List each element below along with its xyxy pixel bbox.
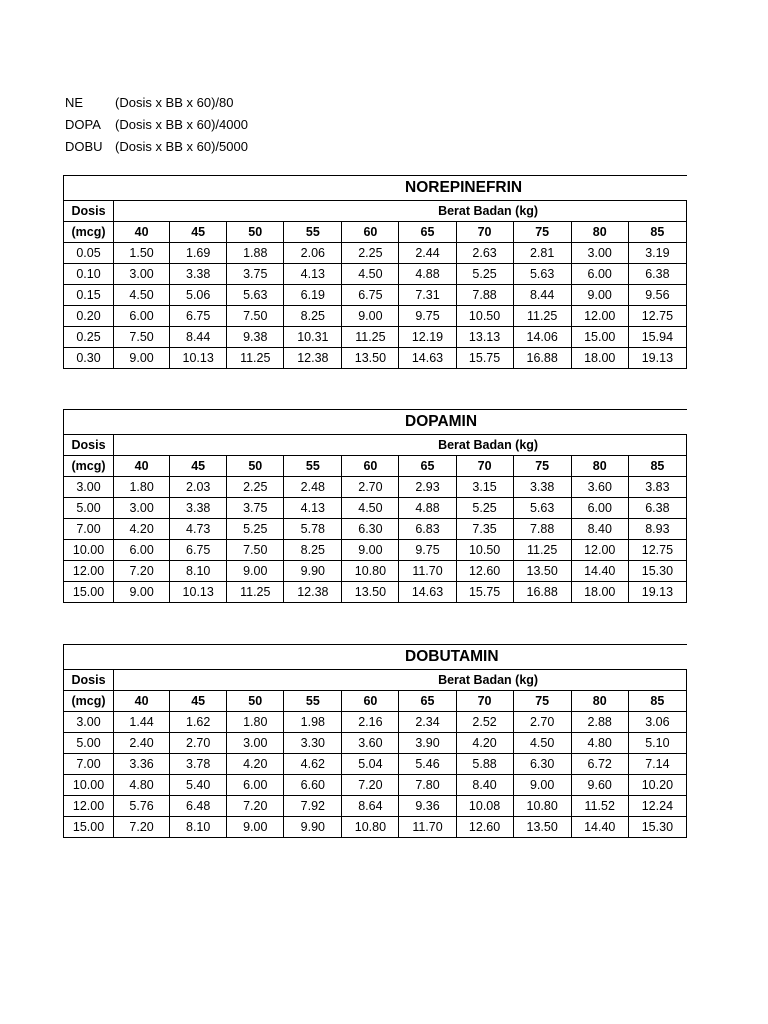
weight-header-cell: 80	[571, 456, 628, 477]
value-cell: 14.63	[399, 348, 456, 369]
weight-header-cell: 80	[571, 222, 628, 243]
value-cell: 3.38	[170, 498, 227, 519]
value-cell: 1.88	[227, 243, 284, 264]
table-row	[64, 327, 687, 348]
value-cell: 11.25	[513, 540, 571, 561]
value-cell: 2.16	[342, 712, 399, 733]
value-cell: 12.00	[571, 540, 628, 561]
table-row	[64, 306, 687, 327]
value-cell: 1.80	[114, 477, 170, 498]
table-row	[64, 477, 687, 498]
value-cell: 19.13	[628, 582, 686, 603]
value-cell: 9.90	[284, 817, 342, 838]
value-cell: 6.00	[571, 498, 628, 519]
value-cell: 1.80	[227, 712, 284, 733]
table-row	[64, 348, 687, 369]
value-cell: 6.83	[399, 519, 456, 540]
value-cell: 5.88	[456, 754, 513, 775]
value-cell: 7.80	[399, 775, 456, 796]
value-cell: 10.08	[456, 796, 513, 817]
formula-expression: (Dosis x BB x 60)/80	[115, 95, 234, 110]
value-cell: 1.50	[114, 243, 170, 264]
value-cell: 9.00	[342, 306, 399, 327]
table-row	[64, 243, 687, 264]
weight-header-cell: 60	[342, 456, 399, 477]
value-cell: 10.50	[456, 306, 513, 327]
value-cell: 14.40	[571, 561, 628, 582]
dose-cell: 10.00	[64, 775, 114, 796]
weight-label: Berat Badan (kg)	[114, 670, 687, 691]
value-cell: 2.63	[456, 243, 513, 264]
value-cell: 4.80	[114, 775, 170, 796]
table-title-row	[64, 645, 687, 670]
value-cell: 18.00	[571, 582, 628, 603]
dosis-label: Dosis	[64, 435, 114, 456]
value-cell: 5.46	[399, 754, 456, 775]
value-cell: 11.25	[227, 348, 284, 369]
weight-label: Berat Badan (kg)	[114, 435, 687, 456]
value-cell: 12.24	[628, 796, 686, 817]
value-cell: 9.75	[399, 306, 456, 327]
value-cell: 9.36	[399, 796, 456, 817]
value-cell: 7.35	[456, 519, 513, 540]
value-cell: 6.60	[284, 775, 342, 796]
value-cell: 18.00	[571, 348, 628, 369]
value-cell: 9.00	[571, 285, 628, 306]
value-cell: 2.81	[513, 243, 571, 264]
dose-cell: 0.30	[64, 348, 114, 369]
value-cell: 5.76	[114, 796, 170, 817]
dose-cell: 7.00	[64, 519, 114, 540]
value-cell: 4.20	[227, 754, 284, 775]
value-cell: 4.88	[399, 498, 456, 519]
weight-header-cell: 60	[342, 222, 399, 243]
dose-cell: 5.00	[64, 733, 114, 754]
table-title: NOREPINEFRIN	[64, 176, 687, 201]
table-row	[64, 754, 687, 775]
value-cell: 5.78	[284, 519, 342, 540]
value-cell: 2.52	[456, 712, 513, 733]
value-cell: 3.00	[227, 733, 284, 754]
value-cell: 3.75	[227, 264, 284, 285]
value-cell: 8.44	[170, 327, 227, 348]
value-cell: 2.06	[284, 243, 342, 264]
value-cell: 7.20	[342, 775, 399, 796]
value-cell: 12.38	[284, 582, 342, 603]
value-cell: 5.63	[513, 264, 571, 285]
unit-label: (mcg)	[64, 222, 114, 243]
value-cell: 13.50	[513, 561, 571, 582]
value-cell: 3.00	[114, 498, 170, 519]
dose-cell: 12.00	[64, 796, 114, 817]
value-cell: 12.38	[284, 348, 342, 369]
value-cell: 9.00	[227, 561, 284, 582]
value-cell: 11.70	[399, 817, 456, 838]
table-row	[64, 796, 687, 817]
table-row	[64, 519, 687, 540]
table-row	[64, 733, 687, 754]
value-cell: 5.10	[628, 733, 686, 754]
value-cell: 6.00	[114, 540, 170, 561]
value-cell: 2.03	[170, 477, 227, 498]
value-cell: 2.44	[399, 243, 456, 264]
value-cell: 6.38	[628, 498, 686, 519]
value-cell: 4.62	[284, 754, 342, 775]
table-row	[64, 775, 687, 796]
value-cell: 9.56	[628, 285, 686, 306]
value-cell: 4.13	[284, 498, 342, 519]
table-label-row	[64, 435, 687, 456]
formula-dopa	[65, 114, 248, 136]
value-cell: 2.93	[399, 477, 456, 498]
unit-label: (mcg)	[64, 691, 114, 712]
value-cell: 3.75	[227, 498, 284, 519]
value-cell: 3.30	[284, 733, 342, 754]
value-cell: 9.75	[399, 540, 456, 561]
value-cell: 12.75	[628, 540, 686, 561]
value-cell: 2.25	[227, 477, 284, 498]
value-cell: 3.90	[399, 733, 456, 754]
weight-label: Berat Badan (kg)	[114, 201, 687, 222]
weight-header-cell: 85	[628, 222, 686, 243]
value-cell: 9.00	[513, 775, 571, 796]
value-cell: 10.80	[342, 561, 399, 582]
dose-cell: 15.00	[64, 582, 114, 603]
value-cell: 4.73	[170, 519, 227, 540]
value-cell: 8.10	[170, 817, 227, 838]
dose-cell: 0.10	[64, 264, 114, 285]
value-cell: 10.80	[342, 817, 399, 838]
value-cell: 6.48	[170, 796, 227, 817]
weight-header-cell: 70	[456, 456, 513, 477]
value-cell: 2.70	[342, 477, 399, 498]
value-cell: 3.83	[628, 477, 686, 498]
norepinefrin-table	[63, 175, 687, 369]
value-cell: 3.60	[342, 733, 399, 754]
value-cell: 12.60	[456, 817, 513, 838]
value-cell: 5.25	[456, 498, 513, 519]
weight-header-cell: 65	[399, 691, 456, 712]
unit-label: (mcg)	[64, 456, 114, 477]
value-cell: 4.88	[399, 264, 456, 285]
value-cell: 9.60	[571, 775, 628, 796]
value-cell: 10.13	[170, 348, 227, 369]
value-cell: 14.63	[399, 582, 456, 603]
weight-header-cell: 75	[513, 691, 571, 712]
value-cell: 9.90	[284, 561, 342, 582]
table-row	[64, 582, 687, 603]
value-cell: 3.36	[114, 754, 170, 775]
value-cell: 12.60	[456, 561, 513, 582]
value-cell: 16.88	[513, 348, 571, 369]
value-cell: 15.75	[456, 348, 513, 369]
value-cell: 7.50	[227, 540, 284, 561]
weight-header-cell: 40	[114, 456, 170, 477]
dose-cell: 0.25	[64, 327, 114, 348]
weight-header-cell: 50	[227, 222, 284, 243]
value-cell: 4.20	[456, 733, 513, 754]
value-cell: 4.20	[114, 519, 170, 540]
weight-header-row	[64, 222, 687, 243]
formula-dobu	[65, 136, 248, 158]
dopamin-table	[63, 409, 687, 603]
value-cell: 3.06	[628, 712, 686, 733]
weight-header-cell: 65	[399, 222, 456, 243]
weight-header-cell: 55	[284, 691, 342, 712]
value-cell: 8.25	[284, 306, 342, 327]
value-cell: 5.04	[342, 754, 399, 775]
weight-header-cell: 75	[513, 456, 571, 477]
weight-header-cell: 40	[114, 222, 170, 243]
value-cell: 11.25	[227, 582, 284, 603]
value-cell: 1.62	[170, 712, 227, 733]
value-cell: 3.78	[170, 754, 227, 775]
dose-cell: 3.00	[64, 477, 114, 498]
value-cell: 8.64	[342, 796, 399, 817]
value-cell: 10.80	[513, 796, 571, 817]
value-cell: 14.40	[571, 817, 628, 838]
value-cell: 8.10	[170, 561, 227, 582]
value-cell: 2.25	[342, 243, 399, 264]
dose-cell: 12.00	[64, 561, 114, 582]
value-cell: 4.80	[571, 733, 628, 754]
weight-header-cell: 70	[456, 691, 513, 712]
value-cell: 9.00	[227, 817, 284, 838]
weight-header-cell: 50	[227, 691, 284, 712]
value-cell: 13.13	[456, 327, 513, 348]
value-cell: 5.40	[170, 775, 227, 796]
dosis-label: Dosis	[64, 670, 114, 691]
value-cell: 7.50	[227, 306, 284, 327]
table-row	[64, 264, 687, 285]
value-cell: 6.75	[342, 285, 399, 306]
value-cell: 6.75	[170, 306, 227, 327]
value-cell: 1.44	[114, 712, 170, 733]
value-cell: 7.20	[114, 817, 170, 838]
value-cell: 6.72	[571, 754, 628, 775]
value-cell: 15.75	[456, 582, 513, 603]
value-cell: 6.38	[628, 264, 686, 285]
value-cell: 13.50	[342, 582, 399, 603]
value-cell: 15.30	[628, 817, 686, 838]
value-cell: 8.93	[628, 519, 686, 540]
value-cell: 19.13	[628, 348, 686, 369]
table-row	[64, 817, 687, 838]
value-cell: 5.25	[456, 264, 513, 285]
value-cell: 12.75	[628, 306, 686, 327]
value-cell: 6.00	[114, 306, 170, 327]
value-cell: 6.30	[513, 754, 571, 775]
value-cell: 7.88	[456, 285, 513, 306]
weight-header-cell: 45	[170, 222, 227, 243]
value-cell: 12.00	[571, 306, 628, 327]
table-label-row	[64, 670, 687, 691]
value-cell: 1.69	[170, 243, 227, 264]
value-cell: 3.00	[114, 264, 170, 285]
value-cell: 9.00	[114, 582, 170, 603]
value-cell: 2.34	[399, 712, 456, 733]
table-row	[64, 540, 687, 561]
table-label-row	[64, 201, 687, 222]
dose-cell: 0.15	[64, 285, 114, 306]
weight-header-cell: 50	[227, 456, 284, 477]
table-title-row	[64, 410, 687, 435]
weight-header-cell: 80	[571, 691, 628, 712]
weight-header-cell: 55	[284, 222, 342, 243]
value-cell: 6.00	[227, 775, 284, 796]
weight-header-cell: 45	[170, 691, 227, 712]
value-cell: 15.30	[628, 561, 686, 582]
weight-header-cell: 75	[513, 222, 571, 243]
value-cell: 7.50	[114, 327, 170, 348]
value-cell: 7.31	[399, 285, 456, 306]
dose-cell: 10.00	[64, 540, 114, 561]
table-title: DOBUTAMIN	[64, 645, 687, 670]
value-cell: 2.48	[284, 477, 342, 498]
formula-name: DOBU	[65, 139, 103, 154]
value-cell: 16.88	[513, 582, 571, 603]
value-cell: 3.15	[456, 477, 513, 498]
value-cell: 10.31	[284, 327, 342, 348]
table-title-row	[64, 176, 687, 201]
value-cell: 9.38	[227, 327, 284, 348]
value-cell: 10.50	[456, 540, 513, 561]
value-cell: 7.88	[513, 519, 571, 540]
weight-header-cell: 85	[628, 691, 686, 712]
value-cell: 4.50	[342, 498, 399, 519]
value-cell: 2.70	[170, 733, 227, 754]
dobutamin-table	[63, 644, 687, 838]
value-cell: 5.06	[170, 285, 227, 306]
table-row	[64, 561, 687, 582]
value-cell: 15.00	[571, 327, 628, 348]
weight-header-cell: 85	[628, 456, 686, 477]
value-cell: 7.20	[114, 561, 170, 582]
formula-name: NE	[65, 95, 84, 110]
dose-cell: 15.00	[64, 817, 114, 838]
table-row	[64, 285, 687, 306]
formula-ne	[65, 92, 248, 114]
value-cell: 6.00	[571, 264, 628, 285]
value-cell: 3.00	[571, 243, 628, 264]
formula-expression: (Dosis x BB x 60)/4000	[115, 117, 248, 132]
dose-cell: 7.00	[64, 754, 114, 775]
value-cell: 3.60	[571, 477, 628, 498]
table-row	[64, 498, 687, 519]
value-cell: 1.98	[284, 712, 342, 733]
value-cell: 9.00	[114, 348, 170, 369]
value-cell: 8.44	[513, 285, 571, 306]
value-cell: 4.50	[342, 264, 399, 285]
value-cell: 4.50	[513, 733, 571, 754]
value-cell: 7.20	[227, 796, 284, 817]
value-cell: 7.92	[284, 796, 342, 817]
value-cell: 4.50	[114, 285, 170, 306]
value-cell: 5.25	[227, 519, 284, 540]
dose-cell: 3.00	[64, 712, 114, 733]
value-cell: 11.25	[342, 327, 399, 348]
value-cell: 5.63	[513, 498, 571, 519]
value-cell: 15.94	[628, 327, 686, 348]
value-cell: 11.25	[513, 306, 571, 327]
weight-header-cell: 45	[170, 456, 227, 477]
weight-header-cell: 55	[284, 456, 342, 477]
weight-header-cell: 60	[342, 691, 399, 712]
value-cell: 3.38	[513, 477, 571, 498]
dose-cell: 0.20	[64, 306, 114, 327]
value-cell: 2.70	[513, 712, 571, 733]
dosis-label: Dosis	[64, 201, 114, 222]
value-cell: 2.88	[571, 712, 628, 733]
value-cell: 13.50	[342, 348, 399, 369]
value-cell: 13.50	[513, 817, 571, 838]
value-cell: 11.52	[571, 796, 628, 817]
formula-name: DOPA	[65, 117, 101, 132]
value-cell: 9.00	[342, 540, 399, 561]
value-cell: 6.30	[342, 519, 399, 540]
value-cell: 10.13	[170, 582, 227, 603]
value-cell: 8.40	[571, 519, 628, 540]
formula-list	[65, 92, 248, 158]
table-title: DOPAMIN	[64, 410, 687, 435]
value-cell: 8.40	[456, 775, 513, 796]
dose-cell: 0.05	[64, 243, 114, 264]
weight-header-cell: 70	[456, 222, 513, 243]
value-cell: 12.19	[399, 327, 456, 348]
value-cell: 2.40	[114, 733, 170, 754]
weight-header-cell: 40	[114, 691, 170, 712]
weight-header-row	[64, 691, 687, 712]
value-cell: 5.63	[227, 285, 284, 306]
value-cell: 6.75	[170, 540, 227, 561]
weight-header-cell: 65	[399, 456, 456, 477]
value-cell: 11.70	[399, 561, 456, 582]
weight-header-row	[64, 456, 687, 477]
dose-cell: 5.00	[64, 498, 114, 519]
table-row	[64, 712, 687, 733]
value-cell: 8.25	[284, 540, 342, 561]
value-cell: 14.06	[513, 327, 571, 348]
value-cell: 4.13	[284, 264, 342, 285]
value-cell: 10.20	[628, 775, 686, 796]
formula-expression: (Dosis x BB x 60)/5000	[115, 139, 248, 154]
value-cell: 3.19	[628, 243, 686, 264]
value-cell: 6.19	[284, 285, 342, 306]
value-cell: 3.38	[170, 264, 227, 285]
value-cell: 7.14	[628, 754, 686, 775]
